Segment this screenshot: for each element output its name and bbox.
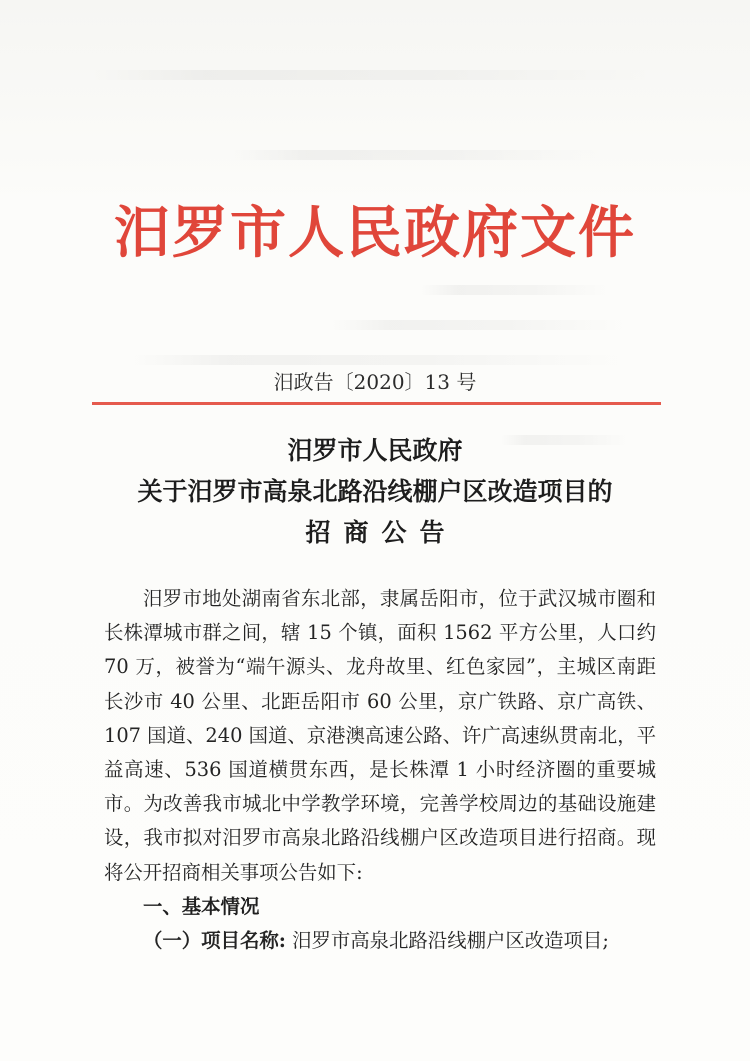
project-name-value: 汨罗市高泉北路沿线棚户区改造项目;: [285, 929, 609, 953]
document-header-title: 汨罗市人民政府文件: [114, 200, 636, 266]
intro-paragraph: 汨罗市地处湖南省东北部，隶属岳阳市，位于武汉城市圈和长株潭城市群之间，辖 15 个镇，面积 1562 平方公里，人口约 70 万，被誉为“端午源头、龙舟故里、红色家园”，主城区南距长沙市 40 公里、北距岳阳市 60 公里，京广铁路、京广高铁、107 国道、240 国道、京港澳高速公路、许广高速纵贯南北，平益高速、536 国道横贯东西，是长株潭 1 小时经济圈的重要城市。为改善我市城北中学教学环境，完善学校周边的基础设施建设，我市拟对汨罗市高泉北路沿线棚户区改造项目进行招商。现将公开招商相关事项公告如下:: [104, 587, 656, 884]
section-heading-basic-info: 一、基本情况: [143, 894, 260, 918]
red-divider-line: [92, 402, 661, 405]
project-name-item: [104, 924, 656, 958]
bleed-through-mark: [420, 285, 610, 295]
title-line-3: 招商公告: [305, 518, 458, 547]
project-name-label: （一）项目名称:: [143, 929, 286, 953]
title-line-2: 关于汨罗市高泉北路沿线棚户区改造项目的: [137, 477, 613, 506]
title-line-1: 汨罗市人民政府: [287, 436, 463, 465]
document-number: 汨政告〔2020〕13 号: [273, 370, 477, 394]
bleed-through-mark: [130, 355, 630, 365]
bleed-through-mark: [330, 320, 630, 330]
announcement-title: [0, 430, 750, 553]
bleed-through-mark: [230, 150, 610, 160]
bleed-through-mark: [90, 70, 660, 80]
document-body: [104, 582, 656, 958]
